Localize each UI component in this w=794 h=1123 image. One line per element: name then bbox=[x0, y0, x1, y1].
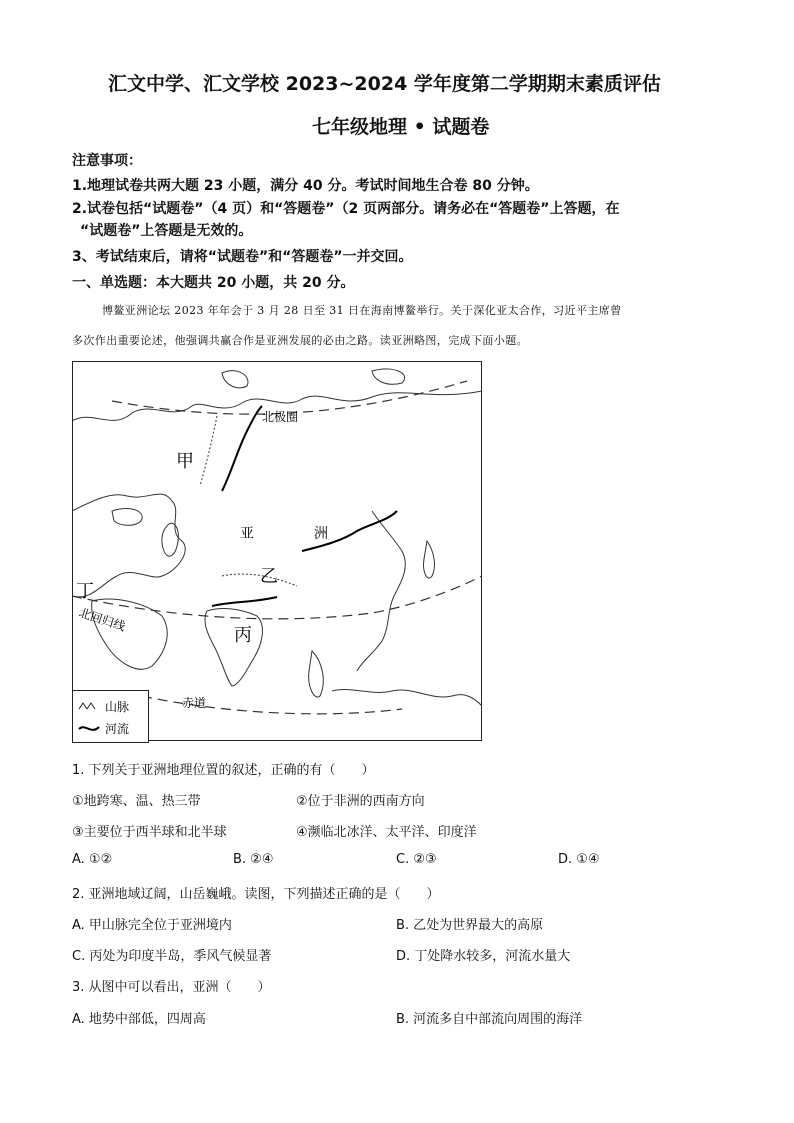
note-item: 3、考试结束后，请将“试题卷”和“答题卷”一并交回。 bbox=[72, 249, 413, 265]
answer-option[interactable]: A. 甲山脉完全位于亚洲境内 bbox=[72, 918, 232, 933]
question-statement: ①地跨寒、温、热三带 bbox=[72, 794, 201, 809]
note-item: “试题卷”上答题是无效的。 bbox=[80, 223, 253, 239]
asia-map bbox=[72, 361, 482, 741]
answer-option[interactable]: D. ①④ bbox=[558, 852, 600, 867]
legend-river: 河流 bbox=[105, 722, 130, 736]
label-bing: 丙 bbox=[234, 625, 252, 646]
label-ya: 亚 bbox=[240, 526, 254, 542]
passage-line: 多次作出重要论述，他强调共赢合作是亚洲发展的必由之路。读亚洲略图，完成下面小题。 bbox=[72, 334, 528, 347]
answer-option[interactable]: C. 丙处为印度半岛，季风气候显著 bbox=[72, 949, 272, 964]
answer-option[interactable]: C. ②③ bbox=[396, 852, 437, 867]
label-arctic-circle: 北极圈 bbox=[262, 410, 299, 424]
label-jia: 甲 bbox=[176, 451, 194, 472]
question-statement: ④濒临北冰洋、太平洋、印度洋 bbox=[296, 825, 477, 840]
map-legend bbox=[72, 690, 149, 743]
section-heading: 一、单选题：本大题共 20 小题，共 20 分。 bbox=[72, 275, 355, 291]
legend-mountain: 山脉 bbox=[105, 700, 130, 714]
label-equator: 赤道 bbox=[182, 696, 207, 710]
notes-heading: 注意事项： bbox=[72, 153, 142, 169]
passage-line: 博鳌亚洲论坛 2023 年年会于 3 月 28 日至 31 日在海南博鳌举行。关于深化亚太合作，习近平主席曾 bbox=[102, 304, 622, 317]
answer-option[interactable]: B. 乙处为世界最大的高原 bbox=[396, 918, 544, 933]
answer-option[interactable]: B. ②④ bbox=[233, 852, 274, 867]
note-item: 1.地理试卷共两大题 23 小题，满分 40 分。考试时间地生合卷 80 分钟。 bbox=[72, 178, 539, 194]
question-stem: 2. 亚洲地域辽阔，山岳巍峨。读图，下列描述正确的是（ ） bbox=[72, 887, 440, 902]
mountain-symbol-icon bbox=[79, 703, 95, 709]
answer-option[interactable]: A. ①② bbox=[72, 852, 113, 867]
answer-option[interactable]: B. 河流多自中部流向周围的海洋 bbox=[396, 1012, 583, 1027]
question-stem: 1. 下列关于亚洲地理位置的叙述，正确的有（ ） bbox=[72, 763, 375, 778]
answer-option[interactable]: D. 丁处降水较多，河流水量大 bbox=[396, 949, 571, 964]
label-ding: 丁 bbox=[76, 581, 94, 602]
question-statement: ②位于非洲的西南方向 bbox=[296, 794, 425, 809]
note-item: 2.试卷包括“试题卷”（4 页）和“答题卷”（2 页两部分。请务必在“答题卷”上答题，在 bbox=[72, 201, 620, 217]
river-symbol-icon bbox=[79, 727, 99, 730]
label-zhou: 洲 bbox=[314, 526, 328, 542]
label-tropic-cancer: 北回归线 bbox=[77, 605, 128, 634]
exam-subtitle: 七年级地理 • 试题卷 bbox=[312, 116, 490, 138]
label-yi: 乙 bbox=[260, 566, 278, 587]
exam-title: 汇文中学、汇文学校 2023~2024 学年度第二学期期末素质评估 bbox=[108, 73, 661, 95]
question-stem: 3. 从图中可以看出，亚洲（ ） bbox=[72, 980, 271, 995]
question-statement: ③主要位于西半球和北半球 bbox=[72, 825, 227, 840]
answer-option[interactable]: A. 地势中部低，四周高 bbox=[72, 1012, 206, 1027]
